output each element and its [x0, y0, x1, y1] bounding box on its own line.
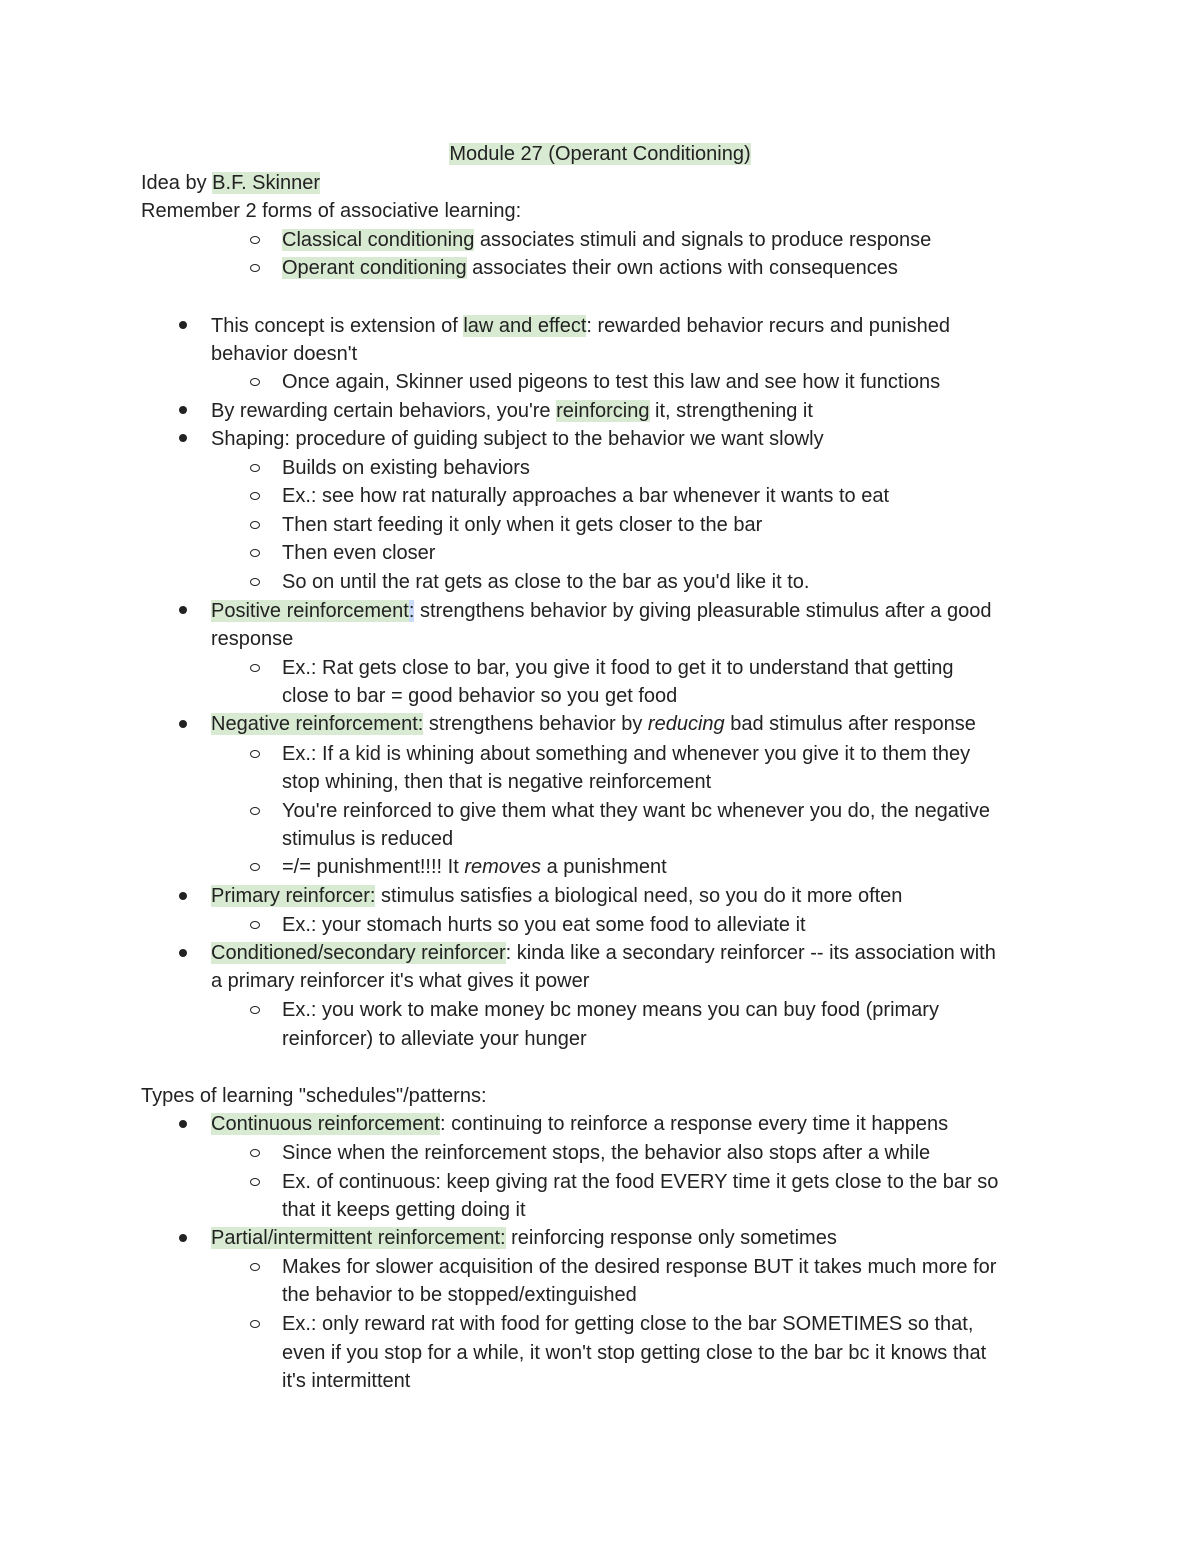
list-item-continuation: close to bar = good behavior so you get food: [282, 685, 678, 707]
list-item: Makes for slower acquisition of the desired response BUT it takes much more for: [282, 1256, 997, 1278]
list-item: Ex.: only reward rat with food for getting close to the bar SOMETIMES so that,: [282, 1313, 974, 1335]
list-item-continuation: reinforcer) to alleviate your hunger: [282, 1028, 587, 1050]
list-item: [282, 255, 898, 281]
item-text: By rewarding certain behaviors, you're: [211, 400, 557, 422]
cursor-selection: :: [408, 600, 415, 622]
bullet-icon: [179, 892, 187, 900]
item-text: =/= punishment!!!! It: [282, 856, 465, 878]
bullet-icon: [179, 434, 187, 442]
sub-bullet-icon: [250, 921, 260, 929]
sub-bullet-icon: [250, 1006, 260, 1014]
bullet-icon: [179, 949, 187, 957]
list-item-continuation: the behavior to be stopped/extinguished: [282, 1284, 637, 1306]
list-item: Shaping: procedure of guiding subject to the behavior we want slowly: [211, 428, 824, 450]
sub-bullet-icon: [250, 549, 260, 557]
item-text: reinforcing response only sometimes: [505, 1227, 837, 1249]
bullet-icon: [179, 1234, 187, 1242]
list-item: Ex. of continuous: keep giving rat the food EVERY time it gets close to the bar so: [282, 1171, 999, 1193]
sub-bullet-icon: [250, 236, 260, 244]
list-item: Since when the reinforcement stops, the behavior also stops after a while: [282, 1142, 931, 1164]
highlight-term: Operant conditioning: [282, 257, 467, 279]
item-text: This concept is extension of: [211, 315, 464, 337]
sub-bullet-icon: [250, 492, 260, 500]
bullet-icon: [179, 321, 187, 329]
item-text: stimulus satisfies a biological need, so you do it more often: [375, 885, 903, 907]
sub-bullet-icon: [250, 264, 260, 272]
list-item: Ex.: If a kid is whining about something and whenever you give it to them they: [282, 743, 971, 765]
highlight-term: law and effect: [463, 315, 587, 337]
item-text: a punishment: [541, 856, 667, 878]
item-text: it, strengthening it: [649, 400, 813, 422]
sub-bullet-icon: [250, 378, 260, 386]
sub-bullet-icon: [250, 664, 260, 672]
list-item-continuation: stimulus is reduced: [282, 828, 454, 850]
highlight-term: Negative reinforcement:: [211, 713, 424, 735]
title-text: Module 27 (Operant Conditioning): [449, 143, 751, 165]
idea-line: [141, 170, 320, 196]
sub-bullet-icon: [250, 464, 260, 472]
item-text: associates stimuli and signals to produce response: [474, 229, 932, 251]
item-text: strengthens behavior by: [423, 713, 648, 735]
list-item: [282, 227, 931, 253]
list-item-continuation: that it keeps getting doing it: [282, 1199, 526, 1221]
list-item: Ex.: you work to make money bc money means you can buy food (primary: [282, 999, 939, 1021]
list-item: [211, 313, 950, 339]
list-item-continuation: stop whining, then that is negative reinforcement: [282, 771, 712, 793]
bullet-icon: [179, 1120, 187, 1128]
highlight-term: Conditioned/secondary reinforcer: [211, 942, 506, 964]
sub-bullet-icon: [250, 863, 260, 871]
list-item-continuation: a primary reinforcer it's what gives it power: [211, 970, 590, 992]
section-heading: Types of learning "schedules"/patterns:: [141, 1085, 487, 1107]
sub-bullet-icon: [250, 1178, 260, 1186]
list-item: Then even closer: [282, 542, 436, 564]
highlight-term: reinforcing: [556, 400, 650, 422]
list-item: Ex.: your stomach hurts so you eat some food to alleviate it: [282, 914, 806, 936]
remember-line: Remember 2 forms of associative learning:: [141, 200, 522, 222]
list-item: [211, 1111, 948, 1137]
highlight-term: Classical conditioning: [282, 229, 475, 251]
list-item: [211, 711, 976, 737]
highlight-term: Partial/intermittent reinforcement:: [211, 1227, 506, 1249]
item-text: strengthens behavior by giving pleasurable stimulus after a good: [414, 600, 992, 622]
bullet-icon: [179, 720, 187, 728]
sub-bullet-icon: [250, 578, 260, 586]
list-item-continuation: it's intermittent: [282, 1370, 411, 1392]
list-item: Then start feeding it only when it gets closer to the bar: [282, 514, 763, 536]
bullet-icon: [179, 606, 187, 614]
list-item-continuation: response: [211, 628, 294, 650]
list-item: Ex.: Rat gets close to bar, you give it food to get it to understand that getting: [282, 657, 954, 679]
list-item: [211, 1225, 837, 1251]
emphasis-text: reducing: [647, 713, 725, 735]
page-title: [0, 141, 1200, 167]
item-text: : continuing to reinforce a response every time it happens: [440, 1113, 949, 1135]
idea-name: B.F. Skinner: [212, 172, 320, 194]
list-item: So on until the rat gets as close to the bar as you'd like it to.: [282, 571, 810, 593]
highlight-term: Primary reinforcer:: [211, 885, 376, 907]
bullet-icon: [179, 406, 187, 414]
sub-bullet-icon: [250, 521, 260, 529]
sub-bullet-icon: [250, 1320, 260, 1328]
sub-bullet-icon: [250, 1149, 260, 1157]
item-text: associates their own actions with consequences: [466, 257, 898, 279]
item-text: bad stimulus after response: [724, 713, 976, 735]
list-item: [282, 854, 667, 880]
highlight-term: Positive reinforcement: [211, 600, 409, 622]
item-text: : kinda like a secondary reinforcer -- its association with: [505, 942, 996, 964]
item-text: : rewarded behavior recurs and punished: [586, 315, 950, 337]
emphasis-text: removes: [464, 856, 542, 878]
list-item: You're reinforced to give them what they want bc whenever you do, the negative: [282, 800, 990, 822]
list-item: [211, 598, 991, 624]
list-item: Builds on existing behaviors: [282, 457, 530, 479]
highlight-term: Continuous reinforcement: [211, 1113, 441, 1135]
list-item: [211, 940, 996, 966]
sub-bullet-icon: [250, 1263, 260, 1271]
list-item: [211, 883, 902, 909]
sub-bullet-icon: [250, 750, 260, 758]
list-item: Once again, Skinner used pigeons to test this law and see how it functions: [282, 371, 941, 393]
sub-bullet-icon: [250, 807, 260, 815]
list-item-continuation: even if you stop for a while, it won't stop getting close to the bar bc it knows that: [282, 1342, 987, 1364]
idea-prefix: Idea by: [141, 172, 213, 194]
list-item: [211, 398, 813, 424]
list-item: Ex.: see how rat naturally approaches a bar whenever it wants to eat: [282, 485, 890, 507]
list-item-continuation: behavior doesn't: [211, 343, 358, 365]
